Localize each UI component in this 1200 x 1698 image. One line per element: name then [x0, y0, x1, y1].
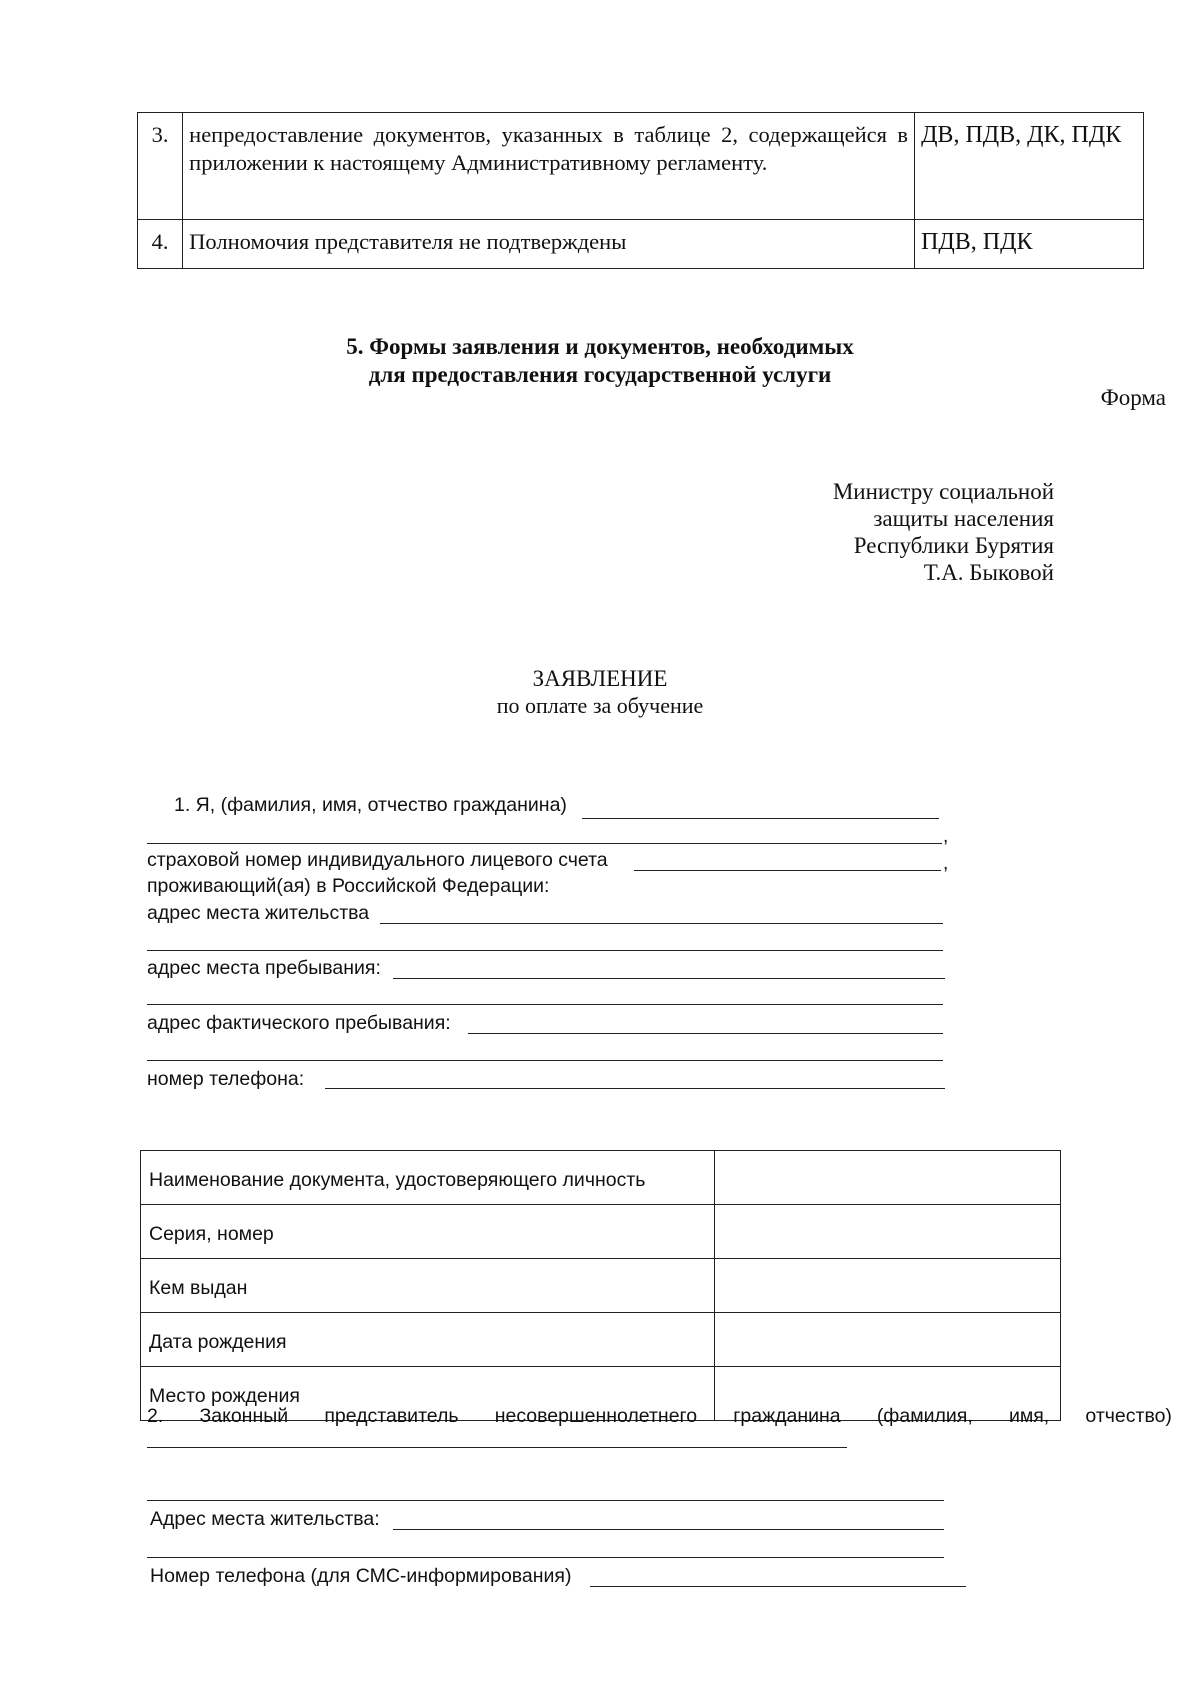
rep-address-input-line-2[interactable] [147, 1557, 944, 1558]
fio-input-line[interactable] [582, 818, 939, 819]
table-row [138, 220, 1144, 269]
phone-input-line[interactable] [325, 1088, 945, 1089]
fio-label: 1. Я, (фамилия, имя, отчество гражданина) [174, 794, 567, 816]
addressee [833, 478, 1054, 586]
rep-word: 2. [147, 1405, 164, 1427]
residence-address-input-line-2[interactable] [147, 950, 943, 951]
stay-address-input-line[interactable] [393, 978, 945, 979]
identity-value[interactable] [714, 1151, 1060, 1205]
table-row [141, 1259, 1061, 1313]
rep-word: несовершеннолетнего [494, 1405, 698, 1427]
rep-word: имя, [1008, 1405, 1050, 1427]
row-number: 3. [138, 113, 183, 220]
addressee-line: Т.А. Быковой [923, 560, 1054, 585]
snils-input-line[interactable] [634, 870, 941, 871]
addressee-line: Республики Бурятия [853, 533, 1054, 558]
table-row [138, 113, 1144, 220]
statement-title: ЗАЯВЛЕНИЕ [532, 666, 668, 691]
sms-phone-label: Номер телефона (для СМС-информирования) [150, 1565, 572, 1587]
actual-address-input-line-2[interactable] [147, 1060, 943, 1061]
rep-word: (фамилия, [876, 1405, 973, 1427]
form-label: Форма [1100, 385, 1166, 410]
residence-address-input-line[interactable] [380, 923, 943, 924]
table-row [141, 1205, 1061, 1259]
identity-label: Серия, номер [141, 1205, 715, 1259]
stay-address-input-line-2[interactable] [147, 1004, 943, 1005]
row-text: непредоставление документов, указанных в таблице 2, содержащейся в приложении к настоящему Административному регламенту. [183, 113, 915, 220]
fio-input-line-2[interactable] [147, 843, 942, 844]
row-codes: ПДВ, ПДК [915, 220, 1144, 269]
representative-fio-input-line[interactable] [147, 1447, 847, 1448]
rep-word: гражданина [733, 1405, 841, 1427]
sms-phone-input-line[interactable] [590, 1586, 966, 1587]
identity-label: Кем выдан [141, 1259, 715, 1313]
addressee-line: защиты населения [873, 506, 1054, 531]
section-heading-line1: 5. Формы заявления и документов, необходимых [346, 334, 854, 359]
identity-label: Дата рождения [141, 1313, 715, 1367]
row-number: 4. [138, 220, 183, 269]
rep-address-label: Адрес места жительства: [150, 1508, 380, 1530]
identity-table [140, 1150, 1061, 1421]
rep-word: представитель [324, 1405, 459, 1427]
table-row [141, 1313, 1061, 1367]
row-codes: ДВ, ПДВ, ДК, ПДК [915, 113, 1144, 220]
statement-subtitle: по оплате за обучение [496, 693, 704, 718]
rep-word: отчество) [1085, 1405, 1172, 1427]
table-row [141, 1151, 1061, 1205]
addressee-line: Министру социальной [832, 479, 1054, 504]
rep-word: Законный [199, 1405, 289, 1427]
identity-value[interactable] [714, 1313, 1060, 1367]
identity-value[interactable] [714, 1205, 1060, 1259]
row-text: Полномочия представителя не подтверждены [183, 220, 915, 269]
phone-label: номер телефона: [147, 1068, 305, 1090]
residing-label: проживающий(ая) в Российской Федерации: [147, 875, 550, 897]
representative-heading [147, 1405, 1172, 1428]
identity-value[interactable] [714, 1259, 1060, 1313]
identity-label: Место рождения [141, 1367, 715, 1421]
rep-address-input-line[interactable] [393, 1529, 944, 1530]
reasons-table [137, 112, 1144, 269]
actual-address-label: адрес фактического пребывания: [147, 1012, 451, 1034]
actual-address-input-line[interactable] [468, 1033, 943, 1034]
comma: , [943, 826, 949, 847]
section-heading-line2: для предоставления государственной услуги [368, 362, 832, 387]
residence-address-label: адрес места жительства [147, 902, 370, 924]
representative-fio-input-line-2[interactable] [147, 1500, 944, 1501]
comma: , [943, 853, 949, 874]
identity-label: Наименование документа, удостоверяющего личность [141, 1151, 715, 1205]
snils-label: страховой номер индивидуального лицевого счета [147, 849, 608, 871]
stay-address-label: адрес места пребывания: [147, 957, 381, 979]
